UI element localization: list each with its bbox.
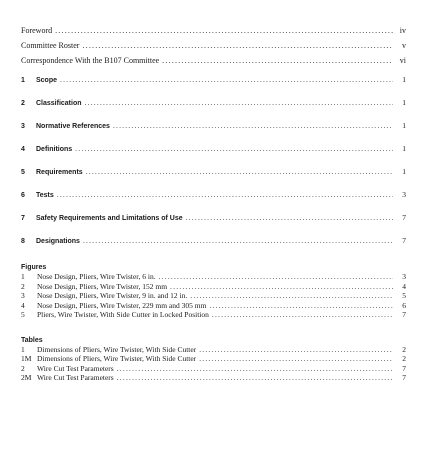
leader-dots — [199, 345, 393, 355]
entry-page: 2 — [402, 344, 406, 354]
entry-number: 1 — [21, 77, 25, 84]
entry-number: 5 — [21, 169, 25, 176]
entry-title: Tests — [36, 192, 54, 199]
leader-dots — [186, 213, 393, 223]
toc-entry-figure-4 — [21, 301, 406, 311]
toc-entry-table-2m — [21, 373, 406, 383]
leader-dots — [190, 291, 393, 301]
leader-dots — [55, 26, 393, 36]
toc-entry-figure-5 — [21, 310, 406, 320]
entry-page: 3 — [402, 190, 406, 199]
entry-title: Definitions — [36, 146, 73, 153]
entry-title: Committee Roster — [21, 41, 80, 50]
entry-number: 4 — [21, 300, 25, 310]
toc-entry-section-2 — [21, 98, 406, 121]
entry-page: 7 — [402, 310, 406, 319]
toc-entry-section-5 — [21, 167, 406, 190]
entry-page: 3 — [402, 272, 406, 281]
toc-entry-committee-roster — [21, 41, 406, 56]
entry-title: Correspondence With the B107 Committee — [21, 56, 160, 65]
entry-number: 2 — [21, 281, 25, 291]
entry-number: 7 — [21, 215, 25, 222]
entry-page: 5 — [402, 291, 406, 300]
entry-title: Nose Design, Pliers, Wire Twister, 229 mm and 305 mm — [37, 300, 207, 310]
entry-number: 3 — [21, 291, 25, 300]
entry-page: 6 — [402, 300, 406, 310]
entry-title: Nose Design, Pliers, Wire Twister, 6 in. — [37, 272, 156, 281]
sections-list — [21, 75, 406, 259]
entry-page: 2 — [402, 354, 406, 363]
toc-entry-table-1m — [21, 354, 406, 364]
entry-number: 2 — [21, 363, 25, 373]
entry-page: 1 — [402, 167, 406, 176]
leader-dots — [212, 310, 393, 320]
toc-entry-figure-2 — [21, 282, 406, 292]
toc-entry-table-1 — [21, 345, 406, 355]
leader-dots — [113, 121, 393, 131]
toc-entry-foreword — [21, 26, 406, 41]
entry-page: 7 — [402, 373, 406, 382]
leader-dots — [86, 167, 393, 177]
entry-page: vi — [399, 56, 406, 65]
entry-title: Pliers, Wire Twister, With Side Cutter in Locked Position — [37, 310, 209, 319]
toc-entry-section-1 — [21, 75, 406, 98]
toc-entry-correspondence — [21, 56, 406, 71]
entry-number: 1 — [21, 344, 25, 354]
entry-page: 1 — [402, 144, 406, 153]
toc-entry-figure-3 — [21, 291, 406, 301]
leader-dots — [199, 354, 393, 364]
entry-title: Requirements — [36, 169, 83, 176]
entry-title: Nose Design, Pliers, Wire Twister, 152 mm — [37, 281, 168, 291]
entry-page: 7 — [402, 236, 406, 245]
entry-title: Dimensions of Pliers, Wire Twister, With Side Cutter — [37, 354, 197, 363]
leader-dots — [60, 75, 393, 85]
entry-page: 1 — [402, 98, 406, 107]
entry-title: Nose Design, Pliers, Wire Twister, 9 in. and 12 in. — [37, 291, 188, 300]
entry-title: Scope — [36, 77, 58, 84]
tables-heading: Tables — [21, 336, 43, 344]
leader-dots — [82, 41, 393, 51]
leader-dots — [83, 236, 393, 246]
toc-entry-section-8 — [21, 236, 406, 259]
figures-list — [21, 263, 406, 320]
entry-title: Wire Cut Test Parameters — [37, 363, 114, 373]
entry-number: 5 — [21, 310, 25, 319]
entry-title: Foreword — [21, 26, 53, 35]
entry-number: 6 — [21, 192, 25, 199]
leader-dots — [117, 373, 393, 383]
entry-page: 1 — [402, 121, 406, 130]
toc-entry-section-4 — [21, 144, 406, 167]
leader-dots — [162, 56, 393, 66]
leader-dots — [85, 98, 393, 108]
toc-entry-figure-1 — [21, 272, 406, 282]
entry-title: Dimensions of Pliers, Wire Twister, With Side Cutter — [37, 344, 197, 354]
leader-dots — [170, 282, 393, 292]
entry-number: 2M — [21, 373, 32, 382]
entry-page: v — [402, 41, 406, 50]
leader-dots — [159, 272, 393, 282]
entry-page: 7 — [402, 213, 406, 222]
figures-heading: Figures — [21, 264, 47, 271]
entry-title: Classification — [36, 100, 82, 107]
entry-number: 4 — [21, 146, 25, 153]
entry-title: Wire Cut Test Parameters — [37, 373, 114, 382]
leader-dots — [209, 301, 393, 311]
entry-number: 1M — [21, 354, 32, 363]
entry-number: 8 — [21, 238, 25, 245]
entry-page: 4 — [402, 281, 406, 291]
entry-page: iv — [399, 26, 406, 35]
tables-list — [21, 336, 406, 383]
toc-entry-section-6 — [21, 190, 406, 213]
entry-title: Designations — [36, 238, 80, 245]
toc-entry-section-7 — [21, 213, 406, 236]
entry-page: 1 — [402, 75, 406, 84]
entry-title: Safety Requirements and Limitations of Use — [36, 215, 183, 222]
toc-entry-section-3 — [21, 121, 406, 144]
leader-dots — [75, 144, 393, 154]
front-matter-list — [21, 26, 406, 71]
entry-title: Normative References — [36, 123, 110, 130]
entry-page: 7 — [402, 363, 406, 373]
toc-entry-table-2 — [21, 364, 406, 374]
leader-dots — [57, 190, 393, 200]
leader-dots — [117, 364, 393, 374]
entry-number: 1 — [21, 272, 25, 281]
entry-number: 2 — [21, 100, 25, 107]
entry-number: 3 — [21, 123, 25, 130]
